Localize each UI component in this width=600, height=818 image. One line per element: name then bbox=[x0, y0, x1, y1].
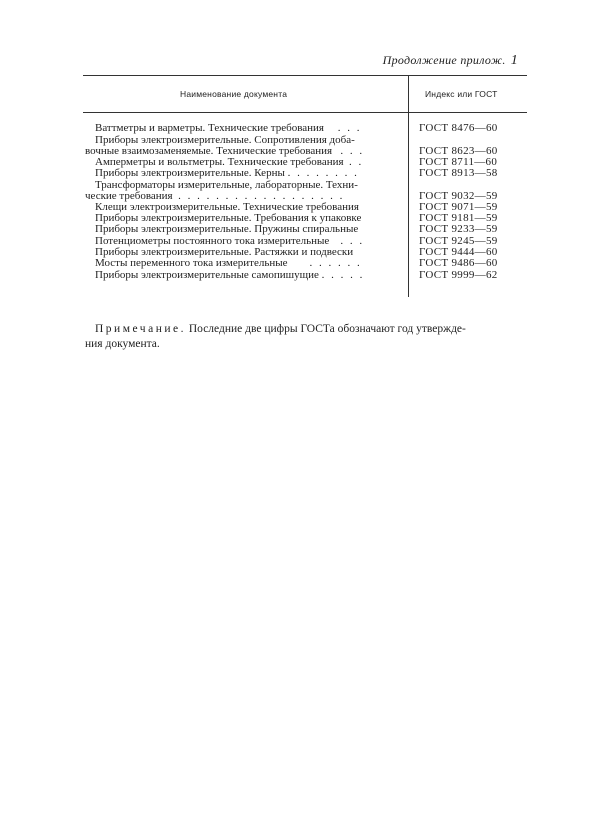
column-header-index: Индекс или ГОСТ bbox=[425, 89, 498, 99]
continuation-note bbox=[383, 53, 518, 69]
table-row-index: ГОСТ 9999—62 bbox=[419, 269, 498, 281]
table-row-index: ГОСТ 9245—59 bbox=[419, 235, 498, 247]
table-row-name: Трансформаторы измерительные, лабораторные. Техни- bbox=[95, 179, 358, 191]
table-top-rule bbox=[83, 75, 527, 76]
table-row-index: ГОСТ 9486—60 bbox=[419, 257, 498, 269]
table-header-rule bbox=[83, 112, 527, 113]
table-row-name: Приборы электроизмерительные. Сопротивления доба- bbox=[95, 134, 355, 146]
table-row-name: Потенциометры постоянного тока измерительные . . . bbox=[95, 235, 365, 247]
note-label: Примечание. bbox=[95, 323, 186, 335]
table-row-name: Приборы электроизмерительные. Растяжки и подвески bbox=[95, 246, 354, 258]
table-row-index: ГОСТ 8623—60 bbox=[419, 145, 498, 157]
table-row-name: Амперметры и вольтметры. Технические требования . . bbox=[95, 156, 364, 168]
table-row-index: ГОСТ 9233—59 bbox=[419, 223, 498, 235]
table-row-index: ГОСТ 9032—59 bbox=[419, 190, 498, 202]
table-row-name: Приборы электроизмерительные. Требования к упаковке bbox=[95, 212, 362, 224]
table-row-index: ГОСТ 9071—59 bbox=[419, 201, 498, 213]
table-row-name: Приборы электроизмерительные. Пружины спиральные bbox=[95, 223, 359, 235]
continuation-text: Продолжение прилож. bbox=[382, 53, 506, 67]
table-row-name: Мосты переменного тока измерительные . . . . . . bbox=[95, 257, 362, 269]
table-row-index: ГОСТ 8913—58 bbox=[419, 167, 498, 179]
table-row-name: Ваттметры и варметры. Технические требования . . . bbox=[95, 122, 362, 134]
table-row-index: ГОСТ 9181—59 bbox=[419, 212, 498, 224]
column-divider bbox=[408, 75, 409, 297]
column-header-name: Наименование документа bbox=[180, 89, 288, 99]
table-row-index: ГОСТ 9444—60 bbox=[419, 246, 498, 258]
table-row-index: ГОСТ 8476—60 bbox=[419, 122, 498, 134]
table-row-name-continuation: ческие требования . . . . . . . . . . . . . . . . . . bbox=[85, 190, 345, 202]
table-row-name: Приборы электроизмерительные самопишущие . . . . . bbox=[95, 269, 365, 281]
appendix-number: 1 bbox=[510, 53, 518, 68]
note-text: Последние две цифры ГОСТа обозначают год утвержде- bbox=[188, 323, 466, 335]
table-row-index: ГОСТ 8711—60 bbox=[419, 156, 498, 168]
table-row-name: Приборы электроизмерительные. Керны . . . . . . . . bbox=[95, 167, 359, 179]
note-text-continuation: ния документа. bbox=[85, 337, 160, 350]
table-row-name: Клещи электроизмерительные. Технические требования bbox=[95, 201, 359, 213]
table-row-name-continuation: вочные взаимозаменяемые. Технические требования . . . bbox=[85, 145, 365, 157]
footnote bbox=[85, 322, 515, 351]
